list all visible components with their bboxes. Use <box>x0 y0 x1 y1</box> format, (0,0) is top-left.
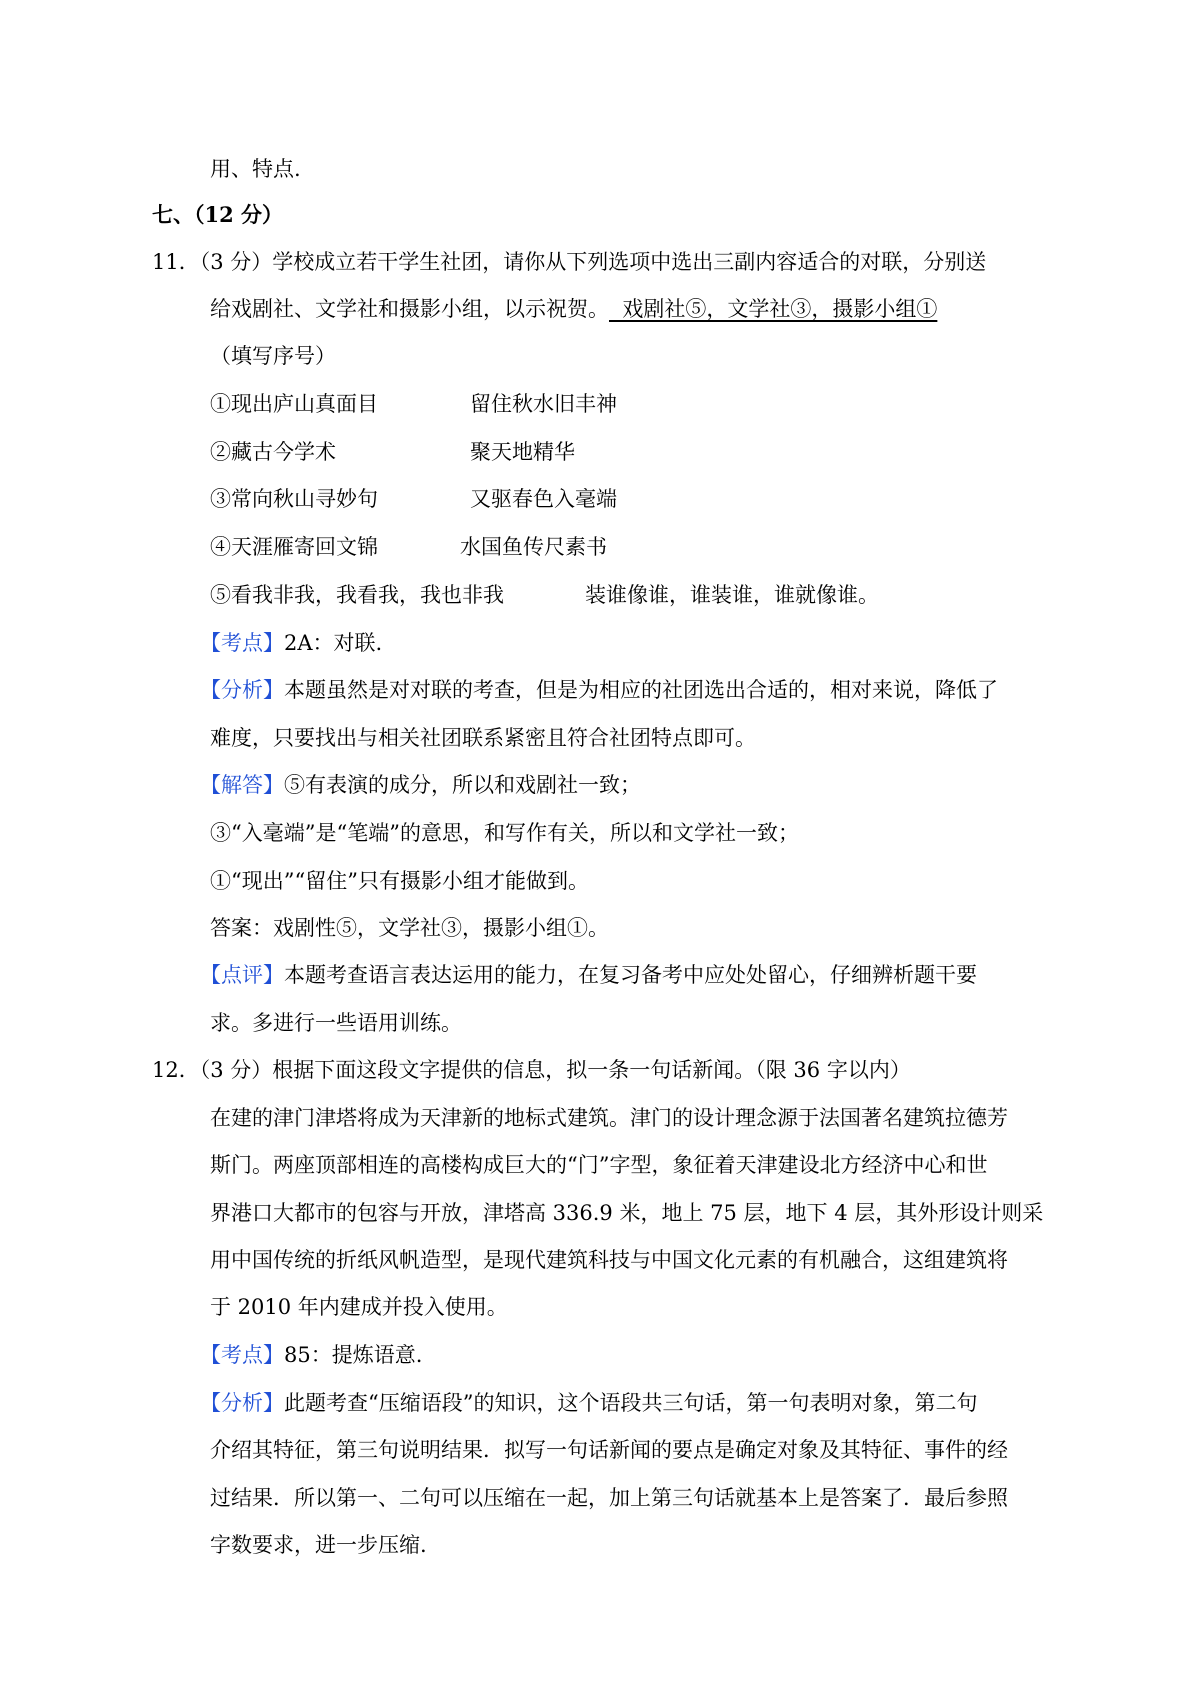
q11-stem-line2 <box>210 294 937 324</box>
section-heading: 七、（12 分） <box>152 202 284 227</box>
fenxi-tag: 【分析】 <box>200 1391 284 1415</box>
q12-fenxi-line1 <box>200 1388 977 1418</box>
option-3-first: ③常向秋山寻妙句 <box>210 487 378 511</box>
jieda-tag: 【解答】 <box>200 773 284 797</box>
kaodian-text: 85：提炼语意. <box>284 1343 423 1367</box>
q12-passage-line2: 斯门。两座顶部相连的高楼构成巨大的“门”字型，象征着天津建设北方经济中心和世 <box>210 1153 988 1177</box>
q12-fenxi-line3: 过结果．所以第一、二句可以压缩在一起，加上第三句话就基本上是答案了．最后参照 <box>210 1486 1008 1510</box>
dianping-text: 本题考查语言表达运用的能力，在复习备考中应处处留心，仔细辨析题干要 <box>284 963 977 987</box>
q11-stem-line1: 11．（3 分）学校成立若干学生社团，请你从下列选项中选出三副内容适合的对联，分别送 <box>152 250 987 274</box>
q11-dianping-line1 <box>200 960 977 990</box>
dianping-tag: 【点评】 <box>200 963 284 987</box>
kaodian-text: 2A：对联. <box>284 631 383 655</box>
q11-fenxi-line2: 难度，只要找出与相关社团联系紧密且符合社团特点即可。 <box>210 726 756 750</box>
q11-answer-blank: 戏剧社⑤，文学社③，摄影小组① <box>609 297 938 321</box>
kaodian-tag: 【考点】 <box>200 1343 284 1367</box>
q11-stem-text: 给戏剧社、文学社和摄影小组，以示祝贺。 <box>210 297 609 321</box>
fenxi-text: 本题虽然是对对联的考查，但是为相应的社团选出合适的，相对来说，降低了 <box>284 678 998 702</box>
q11-fenxi-line1 <box>200 675 998 705</box>
q12-passage-line5: 于 2010 年内建成并投入使用。 <box>210 1295 508 1319</box>
q11-dianping-line2: 求。多进行一些语用训练。 <box>210 1011 462 1035</box>
option-5-first: ⑤看我非我，我看我，我也非我 <box>210 583 504 607</box>
option-1-second: 留住秋水旧丰神 <box>470 392 617 416</box>
q11-kaodian <box>200 628 382 658</box>
q11-stem-line3: （填写序号） <box>210 344 336 368</box>
q12-passage-line1: 在建的津门津塔将成为天津新的地标式建筑。津门的设计理念源于法国著名建筑拉德芳 <box>210 1106 1008 1130</box>
q11-answer: 答案：戏剧性⑤，文学社③，摄影小组①。 <box>210 916 609 940</box>
q12-fenxi-line2: 介绍其特征，第三句说明结果．拟写一句话新闻的要点是确定对象及其特征、事件的经 <box>210 1438 1008 1462</box>
q12-stem: 12．（3 分）根据下面这段文字提供的信息，拟一条一句话新闻。（限 36 字以内） <box>152 1058 911 1082</box>
jieda-text: ⑤有表演的成分，所以和戏剧社一致； <box>284 773 641 797</box>
option-4-first: ④天涯雁寄回文锦 <box>210 535 378 559</box>
q12-passage-line3: 界港口大都市的包容与开放，津塔高 336.9 米，地上 75 层，地下 4 层，其外形设计则采 <box>210 1201 1044 1225</box>
option-5-second: 装谁像谁，谁装谁，谁就像谁。 <box>585 583 879 607</box>
q11-jieda-line3: ①“现出”“留住”只有摄影小组才能做到。 <box>210 869 589 893</box>
fragment-line: 用、特点. <box>210 157 301 181</box>
q11-jieda-line2: ③“入毫端”是“笔端”的意思，和写作有关，所以和文学社一致； <box>210 821 799 845</box>
q12-kaodian <box>200 1340 422 1370</box>
kaodian-tag: 【考点】 <box>200 631 284 655</box>
option-2-second: 聚天地精华 <box>470 440 575 464</box>
fenxi-tag: 【分析】 <box>200 678 284 702</box>
fenxi-text: 此题考查“压缩语段”的知识，这个语段共三句话，第一句表明对象，第二句 <box>284 1391 978 1415</box>
option-3-second: 又驱春色入毫端 <box>470 487 617 511</box>
q11-jieda-line1 <box>200 770 641 800</box>
option-2-first: ②藏古今学术 <box>210 440 336 464</box>
q12-passage-line4: 用中国传统的折纸风帆造型，是现代建筑科技与中国文化元素的有机融合，这组建筑将 <box>210 1248 1008 1272</box>
option-4-second: 水国鱼传尺素书 <box>460 535 607 559</box>
q12-fenxi-line4: 字数要求，进一步压缩. <box>210 1533 427 1557</box>
option-1-first: ①现出庐山真面目 <box>210 392 378 416</box>
